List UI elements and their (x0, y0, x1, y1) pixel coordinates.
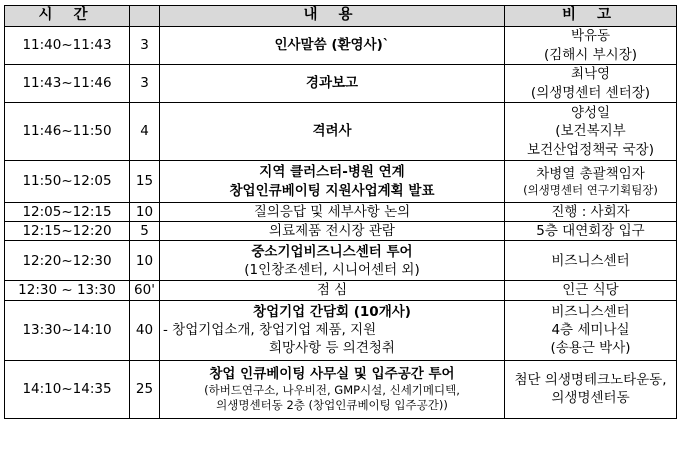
time-cell: 11:43~11:46 (5, 65, 130, 103)
note-line: 비즈니스센터 (551, 303, 630, 320)
content-cell (160, 27, 505, 65)
note-line: 양성일 (570, 105, 611, 122)
note-line: 첨단 의생명테크노타운동, (514, 371, 667, 388)
content-line: 의생명센터동 2층 (창업인큐베이팅 입주공간)) (216, 398, 448, 413)
content-line: (하버드연구소, 나우비전, GMP시설, 신세기메디텍, (204, 382, 460, 397)
content-line: 창업기업 간담회 (10개사) (253, 303, 411, 320)
schedule-row (5, 27, 677, 65)
note-line: 4층 세미나실 (551, 322, 630, 339)
content-line: 창업 인큐베이팅 사무실 및 입주공간 투어 (209, 365, 455, 382)
note-line: 진행 : 사회자 (551, 204, 630, 220)
time-cell: 13:30~14:10 (5, 300, 130, 360)
note-cell (505, 65, 677, 103)
time-cell: 14:10~14:35 (5, 360, 130, 418)
schedule-row (5, 241, 677, 281)
schedule-row (5, 203, 677, 222)
content-line: 경과보고 (305, 75, 359, 92)
note-cell (505, 27, 677, 65)
note-line: 보건산업정책국 국장) (527, 141, 654, 158)
header-row (5, 6, 677, 27)
schedule-table (4, 5, 677, 419)
content-cell (160, 161, 505, 203)
content-line: 희망사항 등 의견청취 (269, 340, 395, 357)
content-cell (160, 360, 505, 418)
content-line: 의료제품 전시장 관람 (269, 223, 395, 240)
duration-cell: 40 (130, 300, 160, 360)
content-line: - 창업기업소개, 창업기업 제품, 지원 (163, 322, 377, 339)
note-cell (505, 203, 677, 222)
duration-cell: 60' (130, 281, 160, 300)
content-cell (160, 281, 505, 300)
note-cell (505, 360, 677, 418)
note-line: (의생명센터 센터장) (530, 84, 651, 101)
duration-cell: 3 (130, 65, 160, 103)
note-line: (의생명센터 연구기획팀장) (523, 182, 658, 197)
time-cell: 12:15~12:20 (5, 222, 130, 241)
header-duration (130, 6, 160, 27)
content-line: (1인창조센터, 시니어센터 외) (244, 261, 420, 278)
note-line: 비즈니스센터 (551, 252, 630, 269)
note-line: 인근 식당 (562, 282, 619, 299)
content-cell (160, 241, 505, 281)
duration-cell: 4 (130, 103, 160, 161)
note-cell (505, 103, 677, 161)
note-cell (505, 161, 677, 203)
time-cell: 12:20~12:30 (5, 241, 130, 281)
schedule-body (5, 27, 677, 419)
schedule-row (5, 65, 677, 103)
duration-cell: 10 (130, 241, 160, 281)
duration-cell: 5 (130, 222, 160, 241)
note-cell (505, 241, 677, 281)
duration-cell: 25 (130, 360, 160, 418)
content-line: 질의응답 및 세부사항 논의 (253, 204, 411, 220)
note-line: 최낙영 (570, 66, 611, 83)
note-line: (송용근 박사) (550, 340, 631, 357)
note-cell (505, 281, 677, 300)
content-line: 지역 클러스터-병원 연계 (259, 164, 405, 181)
content-cell (160, 222, 505, 241)
header-content: 내 용 (160, 6, 505, 27)
content-cell (160, 65, 505, 103)
time-cell: 11:40~11:43 (5, 27, 130, 65)
duration-cell: 3 (130, 27, 160, 65)
schedule-row (5, 103, 677, 161)
content-cell (160, 103, 505, 161)
note-line: 차병열 총괄책임자 (536, 165, 645, 182)
time-cell: 11:46~11:50 (5, 103, 130, 161)
note-cell (505, 300, 677, 360)
content-line: 창업인큐베이팅 지원사업계획 발표 (229, 182, 435, 199)
note-cell (505, 222, 677, 241)
duration-cell: 10 (130, 203, 160, 222)
note-line: (김해시 부시장) (543, 46, 638, 63)
header-time: 시 간 (5, 6, 130, 27)
content-cell (160, 203, 505, 222)
schedule-row (5, 300, 677, 360)
content-line: 인사말씀 (환영사)` (274, 37, 390, 54)
schedule-row (5, 360, 677, 418)
content-cell (160, 300, 505, 360)
content-line: 중소기업비즈니스센터 투어 (251, 243, 413, 260)
schedule-row (5, 281, 677, 300)
duration-cell: 15 (130, 161, 160, 203)
note-line: 박유동 (570, 28, 611, 45)
content-line: 격려사 (312, 123, 352, 140)
schedule-row (5, 222, 677, 241)
schedule-row (5, 161, 677, 203)
note-line: 5층 대연회장 입구 (536, 223, 645, 240)
time-cell: 12:05~12:15 (5, 203, 130, 222)
note-line: 의생명센터동 (551, 390, 630, 407)
note-line: (보건복지부 (555, 123, 626, 140)
time-cell: 12:30 ~ 13:30 (5, 281, 130, 300)
time-cell: 11:50~12:05 (5, 161, 130, 203)
header-note: 비 고 (505, 6, 677, 27)
content-line: 점 심 (316, 282, 348, 299)
